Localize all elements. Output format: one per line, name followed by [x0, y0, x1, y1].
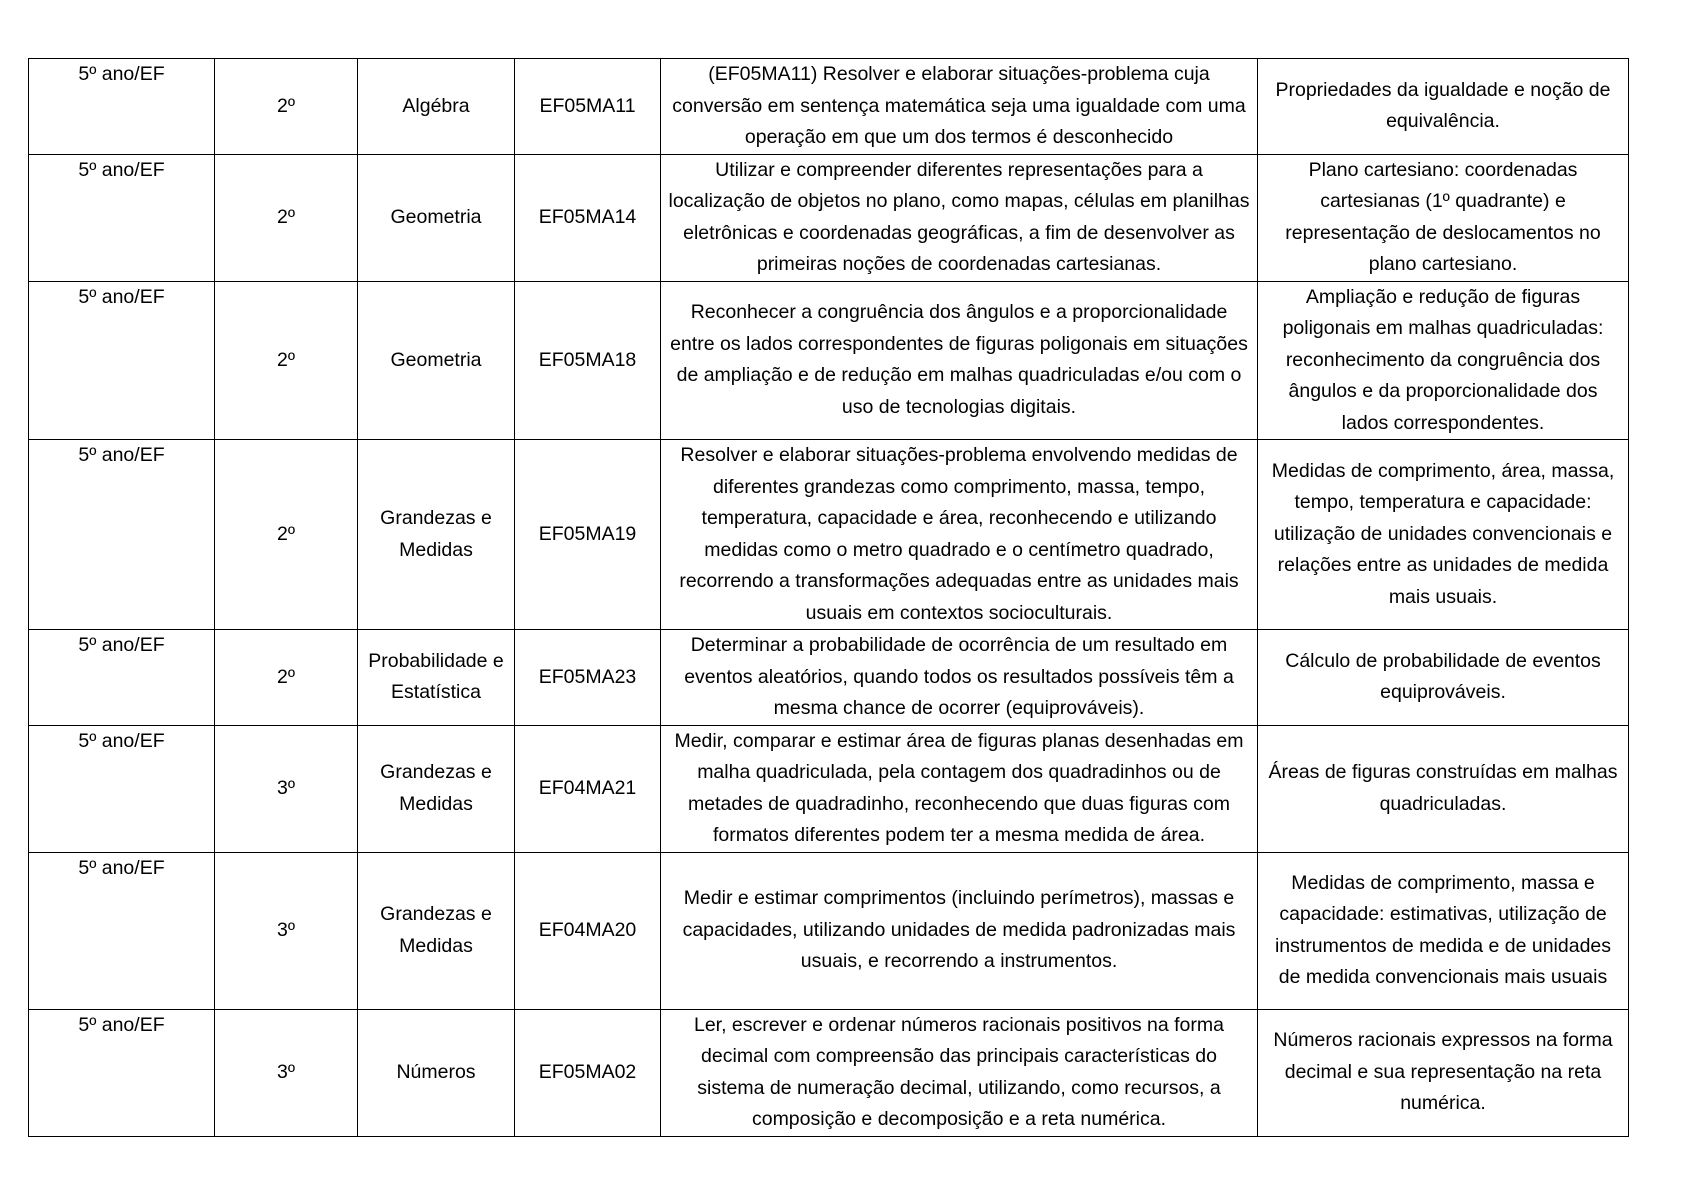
knowledge-object-cell: Medidas de comprimento, área, massa, tempo, temperatura e capacidade: utilização de unidades convencionais e relações entre as unidades de medida mais usuais.	[1258, 440, 1629, 630]
term-cell: 2º	[215, 440, 358, 630]
skill-description-cell: Ler, escrever e ordenar números racionais positivos na forma decimal com compreensão das principais características do sistema de numeração decimal, utilizando, como recursos, a composição e decomposição e a reta numérica.	[661, 1009, 1258, 1136]
skill-code-cell: EF05MA18	[515, 281, 661, 440]
table-row	[29, 1009, 1629, 1136]
thematic-unit-cell: Algébra	[358, 59, 515, 155]
table-row	[29, 630, 1629, 726]
skill-code-cell: EF05MA19	[515, 440, 661, 630]
knowledge-object-cell: Ampliação e redução de figuras poligonais em malhas quadriculadas: reconhecimento da congruência dos ângulos e da proporcionalidade dos lados correspondentes.	[1258, 281, 1629, 440]
term-cell: 3º	[215, 725, 358, 852]
table-row	[29, 154, 1629, 281]
year-cell: 5º ano/EF	[29, 281, 215, 440]
skill-description-cell: Determinar a probabilidade de ocorrência de um resultado em eventos aleatórios, quando todos os resultados possíveis têm a mesma chance de ocorrer (equiprováveis).	[661, 630, 1258, 726]
thematic-unit-cell: Grandezas e Medidas	[358, 852, 515, 1009]
skill-code-cell: EF04MA20	[515, 852, 661, 1009]
skill-description-cell: (EF05MA11) Resolver e elaborar situações-problema cuja conversão em sentença matemática seja uma igualdade com uma operação em que um dos termos é desconhecido	[661, 59, 1258, 155]
skill-description-cell: Utilizar e compreender diferentes representações para a localização de objetos no plano, como mapas, células em planilhas eletrônicas e coordenadas geográficas, a fim de desenvolver as primeiras noções de coordenadas cartesianas.	[661, 154, 1258, 281]
table-row	[29, 59, 1629, 155]
skill-description-cell: Reconhecer a congruência dos ângulos e a proporcionalidade entre os lados correspondentes de figuras poligonais em situações de ampliação e de redução em malhas quadriculadas e/ou com o uso de tecnologias digitais.	[661, 281, 1258, 440]
skill-code-cell: EF05MA14	[515, 154, 661, 281]
skill-code-cell: EF04MA21	[515, 725, 661, 852]
skill-description-cell: Medir e estimar comprimentos (incluindo perímetros), massas e capacidades, utilizando unidades de medida padronizadas mais usuais, e recorrendo a instrumentos.	[661, 852, 1258, 1009]
thematic-unit-cell: Grandezas e Medidas	[358, 440, 515, 630]
thematic-unit-cell: Probabilidade e Estatística	[358, 630, 515, 726]
knowledge-object-cell: Cálculo de probabilidade de eventos equiprováveis.	[1258, 630, 1629, 726]
year-cell: 5º ano/EF	[29, 852, 215, 1009]
knowledge-object-cell: Medidas de comprimento, massa e capacidade: estimativas, utilização de instrumentos de medida e de unidades de medida convencionais mais usuais	[1258, 852, 1629, 1009]
skill-code-cell: EF05MA11	[515, 59, 661, 155]
knowledge-object-cell: Propriedades da igualdade e noção de equivalência.	[1258, 59, 1629, 155]
term-cell: 2º	[215, 59, 358, 155]
knowledge-object-cell: Plano cartesiano: coordenadas cartesianas (1º quadrante) e representação de deslocamentos no plano cartesiano.	[1258, 154, 1629, 281]
year-cell: 5º ano/EF	[29, 630, 215, 726]
table-row	[29, 281, 1629, 440]
table-row	[29, 725, 1629, 852]
skill-description-cell: Medir, comparar e estimar área de figuras planas desenhadas em malha quadriculada, pela contagem dos quadradinhos ou de metades de quadradinho, reconhecendo que duas figuras com formatos diferentes podem ter a mesma medida de área.	[661, 725, 1258, 852]
thematic-unit-cell: Geometria	[358, 154, 515, 281]
term-cell: 3º	[215, 852, 358, 1009]
year-cell: 5º ano/EF	[29, 1009, 215, 1136]
year-cell: 5º ano/EF	[29, 440, 215, 630]
thematic-unit-cell: Geometria	[358, 281, 515, 440]
year-cell: 5º ano/EF	[29, 59, 215, 155]
table-row	[29, 852, 1629, 1009]
term-cell: 2º	[215, 281, 358, 440]
knowledge-object-cell: Números racionais expressos na forma decimal e sua representação na reta numérica.	[1258, 1009, 1629, 1136]
table-row	[29, 440, 1629, 630]
year-cell: 5º ano/EF	[29, 725, 215, 852]
term-cell: 3º	[215, 1009, 358, 1136]
thematic-unit-cell: Grandezas e Medidas	[358, 725, 515, 852]
curriculum-table	[28, 58, 1629, 1137]
skill-description-cell: Resolver e elaborar situações-problema envolvendo medidas de diferentes grandezas como comprimento, massa, tempo, temperatura, capacidade e área, reconhecendo e utilizando medidas como o metro quadrado e o centímetro quadrado, recorrendo a transformações adequadas entre as unidades mais usuais em contextos socioculturais.	[661, 440, 1258, 630]
year-cell: 5º ano/EF	[29, 154, 215, 281]
skill-code-cell: EF05MA23	[515, 630, 661, 726]
term-cell: 2º	[215, 630, 358, 726]
skill-code-cell: EF05MA02	[515, 1009, 661, 1136]
knowledge-object-cell: Áreas de figuras construídas em malhas quadriculadas.	[1258, 725, 1629, 852]
term-cell: 2º	[215, 154, 358, 281]
thematic-unit-cell: Números	[358, 1009, 515, 1136]
